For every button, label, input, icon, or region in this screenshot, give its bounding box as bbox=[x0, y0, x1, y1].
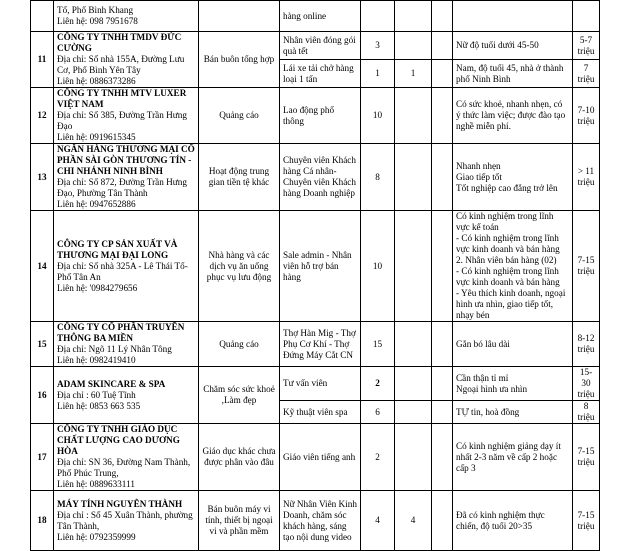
empty-cell bbox=[432, 32, 453, 60]
position-title: Thợ Hàn Mig - Thợ Phụ Cơ Khí - Thợ Đứng Máy Cắt CN bbox=[280, 322, 361, 367]
company-name: CÔNG TY TNHH TMDV ĐỨC CƯỜNG bbox=[57, 32, 182, 53]
empty-cell bbox=[432, 424, 453, 491]
position-quantity: 4 bbox=[361, 491, 395, 551]
position-salary: > 11 triệu bbox=[573, 144, 600, 211]
position-salary: 5-7 triệu bbox=[573, 32, 600, 60]
job-listing-table bbox=[30, 0, 600, 551]
table-row bbox=[31, 367, 600, 401]
company-phone: Liên hệ: 0886373286 bbox=[57, 76, 136, 86]
position-requirement bbox=[453, 88, 573, 144]
company-address: Địa chỉ : Số 45 Xuân Thành, phường Tân Thành, bbox=[57, 509, 193, 531]
position-salary: 7-15 triệu bbox=[573, 424, 600, 491]
position-requirement bbox=[453, 424, 573, 491]
company-address: Địa chỉ: Ngõ 11 Lý Nhân Tông bbox=[57, 344, 172, 354]
requirement-line: - Yêu thích kinh doanh, ngoại hình ưa nhìn, giao tiếp tốt, nhạy bén bbox=[456, 288, 566, 320]
company-cell bbox=[54, 1, 199, 32]
row-number: 14 bbox=[31, 211, 54, 322]
empty-cell bbox=[432, 60, 453, 88]
position-requirement bbox=[453, 60, 573, 88]
position-requirement bbox=[453, 322, 573, 367]
business-sector: Chăm sóc sức khoẻ ,Làm đẹp bbox=[199, 367, 280, 424]
company-cell bbox=[54, 491, 199, 551]
business-sector bbox=[199, 1, 280, 32]
requirement-line: Đã có kinh nghiệm thực chiến, độ tuổi 20>35 bbox=[456, 509, 545, 531]
business-sector: Bán buôn tổng hợp bbox=[199, 32, 280, 88]
position-title: Chuyên viên Khách hàng Cá nhân- Chuyên viên Khách hàng Doanh nghiệp bbox=[280, 144, 361, 211]
empty-cell bbox=[432, 88, 453, 144]
company-address: Địa chỉ: Số nhà 155A, Đường Lưu Cơ, Phố Bình Yên Tây bbox=[57, 54, 185, 75]
position-requirement bbox=[453, 367, 573, 401]
requirement-line: Gắn bó lâu dài bbox=[456, 338, 510, 349]
requirement-line: Cần thận tỉ mỉ bbox=[456, 372, 509, 383]
business-sector: Nhà hàng và các dịch vụ ăn uống phục vụ lưu động bbox=[199, 211, 280, 322]
requirement-line: Nữ độ tuổi dưới 45-50 bbox=[456, 40, 539, 50]
row-number: 17 bbox=[31, 424, 54, 491]
company-phone: Liên hệ: '0984279656 bbox=[57, 282, 138, 293]
position-quantity-secondary bbox=[395, 322, 432, 367]
business-sector: Giáo dục khác chưa được phân vào đâu bbox=[199, 424, 280, 491]
company-name: CÔNG TY TNHH MTV LUXER VIỆT NAM bbox=[57, 88, 187, 109]
row-number: 16 bbox=[31, 367, 54, 424]
company-name: CÔNG TY TNHH GIÁO DỤC CHẤT LƯỢNG CAO DƯƠNG HÒA bbox=[57, 424, 180, 456]
empty-cell bbox=[432, 491, 453, 551]
company-cell bbox=[54, 88, 199, 144]
table-row bbox=[31, 491, 600, 551]
position-quantity-secondary bbox=[395, 367, 432, 401]
position-title: Lái xe tải chở hàng loại 1 tấn bbox=[280, 60, 361, 88]
company-phone: Liên hệ: 0853 663 535 bbox=[57, 400, 141, 411]
position-title: Tư vấn viên bbox=[280, 367, 361, 401]
position-title: Giáo viên tiếng anh bbox=[280, 424, 361, 491]
empty-cell bbox=[432, 1, 453, 32]
position-quantity-secondary: 4 bbox=[395, 491, 432, 551]
row-number: 15 bbox=[31, 322, 54, 367]
requirement-line: Tốt nghiệp cao đẳng trở lên bbox=[456, 182, 558, 193]
position-title: Nhân viên đóng gói quà tết bbox=[280, 32, 361, 60]
position-quantity-secondary bbox=[395, 211, 432, 322]
company-address: Địa chỉ: SN 36, Đường Nam Thành, Phố Phúc Trung, bbox=[57, 457, 191, 478]
requirement-line: Ngoại hình ưa nhìn bbox=[456, 383, 528, 394]
requirement-line: 2. Nhân viên bán hàng (02) bbox=[456, 255, 557, 265]
row-number: 18 bbox=[31, 491, 54, 551]
row-number bbox=[31, 1, 54, 32]
company-address: Địa chỉ: Số 872, Đường Trần Hưng Đạo, Phường Tân Thành bbox=[57, 177, 187, 198]
company-address: Địa chỉ: Số 385, Đường Trần Hưng Đạo bbox=[57, 110, 187, 131]
company-phone: Liên hệ: 0947652886 bbox=[57, 199, 136, 209]
business-sector: Bán buôn máy vi tính, thiết bị ngoại vi và phần mềm bbox=[199, 491, 280, 551]
position-quantity: 15 bbox=[361, 322, 395, 367]
position-title: Kỹ thuật viên spa bbox=[280, 401, 361, 424]
company-cell bbox=[54, 424, 199, 491]
company-phone: Liên hệ: 0889633111 bbox=[57, 479, 135, 489]
position-quantity-secondary bbox=[395, 424, 432, 491]
position-salary: 15-30 triệu bbox=[573, 367, 600, 401]
position-requirement bbox=[453, 211, 573, 322]
requirement-line: Có kinh nghiệm trong lĩnh vực kế toán bbox=[456, 211, 554, 232]
company-cell bbox=[54, 367, 199, 424]
company-name: ADAM SKINCARE & SPA bbox=[57, 378, 166, 389]
empty-cell bbox=[432, 211, 453, 322]
position-salary: 7-10 triệu bbox=[573, 88, 600, 144]
position-requirement bbox=[453, 401, 573, 424]
requirement-line: - Có kinh nghiệm trong lĩnh vực kinh doanh và bán hàng bbox=[456, 233, 560, 254]
position-quantity: 2 bbox=[361, 424, 395, 491]
position-quantity: 1 bbox=[361, 60, 395, 88]
position-salary bbox=[573, 1, 600, 32]
requirement-line: Có kinh nghiệm giảng dạy ít nhất 2-3 năm về cấp 2 hoặc cấp 3 bbox=[456, 440, 561, 473]
company-cell bbox=[54, 32, 199, 88]
position-requirement bbox=[453, 491, 573, 551]
position-quantity: 2 bbox=[361, 367, 395, 401]
position-salary: 7-15 triệu bbox=[573, 491, 600, 551]
company-cell bbox=[54, 322, 199, 367]
requirement-line: Giao tiếp tốt bbox=[456, 171, 502, 182]
table-row bbox=[31, 88, 600, 144]
position-salary: 7 triệu bbox=[573, 60, 600, 88]
row-number: 11 bbox=[31, 32, 54, 88]
company-name: CÔNG TY CỔ PHẦN TRUYỀN THÔNG BA MIỀN bbox=[57, 322, 185, 343]
requirement-line: TỰ tin, hoà đồng bbox=[456, 406, 520, 417]
position-salary: 8-12 triệu bbox=[573, 322, 600, 367]
position-quantity-secondary bbox=[395, 1, 432, 32]
position-salary: 8 triệu bbox=[573, 401, 600, 424]
company-cell bbox=[54, 211, 199, 322]
company-phone: Liên hệ: 0919615345 bbox=[57, 132, 136, 142]
position-quantity-secondary bbox=[395, 401, 432, 424]
position-salary: 7-15 triệu bbox=[573, 211, 600, 322]
empty-cell bbox=[432, 144, 453, 211]
company-phone: Liên hệ: 0792359999 bbox=[57, 531, 136, 542]
company-address: Tổ, Phố Bình Khang bbox=[57, 5, 134, 15]
table-body bbox=[31, 1, 600, 551]
position-requirement bbox=[453, 1, 573, 32]
empty-cell bbox=[432, 322, 453, 367]
position-quantity-secondary: 1 bbox=[395, 60, 432, 88]
requirement-line: Có sức khoẻ, nhanh nhẹn, có ý thức làm việc; được đào tạo nghề miễn phí. bbox=[456, 99, 566, 131]
company-name: NGÂN HÀNG THƯƠNG MẠI CỔ PHẦN SÀI GÒN THƯƠNG TÍN - CHI NHÁNH NINH BÌNH bbox=[57, 144, 195, 176]
requirement-line: Nam, độ tuổi 45, nhà ở thành phố Ninh Bình bbox=[456, 62, 564, 84]
table-row bbox=[31, 322, 600, 367]
company-phone: Liên hệ: 0982419410 bbox=[57, 355, 136, 365]
company-cell bbox=[54, 144, 199, 211]
position-quantity: 8 bbox=[361, 144, 395, 211]
position-title: Nữ Nhân Viên Kinh Doanh, chăm sóc khách hàng, sáng tạo nội dung video bbox=[280, 491, 361, 551]
position-quantity bbox=[361, 1, 395, 32]
table-row bbox=[31, 32, 600, 60]
position-quantity: 10 bbox=[361, 211, 395, 322]
position-quantity-secondary bbox=[395, 88, 432, 144]
position-quantity-secondary bbox=[395, 32, 432, 60]
requirement-line: - Có kinh nghiệm trong lĩnh vực kinh doanh và bán hàng bbox=[456, 266, 560, 287]
requirement-line: Nhanh nhẹn bbox=[456, 160, 501, 171]
position-title: Sale admin - Nhân viên hỗ trợ bán hàng bbox=[280, 211, 361, 322]
company-phone: Liên hệ: 098 7951678 bbox=[57, 16, 138, 26]
business-sector: Quảng cáo bbox=[199, 88, 280, 144]
empty-cell bbox=[432, 401, 453, 424]
company-name: MÁY TÍNH NGUYÊN THÀNH bbox=[57, 498, 183, 509]
position-quantity-secondary bbox=[395, 144, 432, 211]
position-quantity: 6 bbox=[361, 401, 395, 424]
company-address: Địa chỉ : 60 Tuệ Tĩnh bbox=[57, 389, 136, 400]
company-name: CÔNG TY CP SẢN XUẤT VÀ THƯƠNG MẠI ĐẠI LONG bbox=[57, 238, 178, 260]
row-number: 13 bbox=[31, 144, 54, 211]
row-number: 12 bbox=[31, 88, 54, 144]
business-sector: Quảng cáo bbox=[199, 322, 280, 367]
position-quantity: 3 bbox=[361, 32, 395, 60]
position-requirement bbox=[453, 32, 573, 60]
table-row bbox=[31, 1, 600, 32]
table-row bbox=[31, 424, 600, 491]
business-sector: Hoạt động trung gian tiền tệ khác bbox=[199, 144, 280, 211]
table-row bbox=[31, 211, 600, 322]
company-address: Địa chỉ: Số nhà 325A - Lê Thái Tổ- Phố Tân An bbox=[57, 260, 188, 282]
table-row bbox=[31, 144, 600, 211]
position-quantity: 10 bbox=[361, 88, 395, 144]
empty-cell bbox=[432, 367, 453, 401]
position-title: hàng online bbox=[280, 1, 361, 32]
position-title: Lao động phổ thông bbox=[280, 88, 361, 144]
position-requirement bbox=[453, 144, 573, 211]
